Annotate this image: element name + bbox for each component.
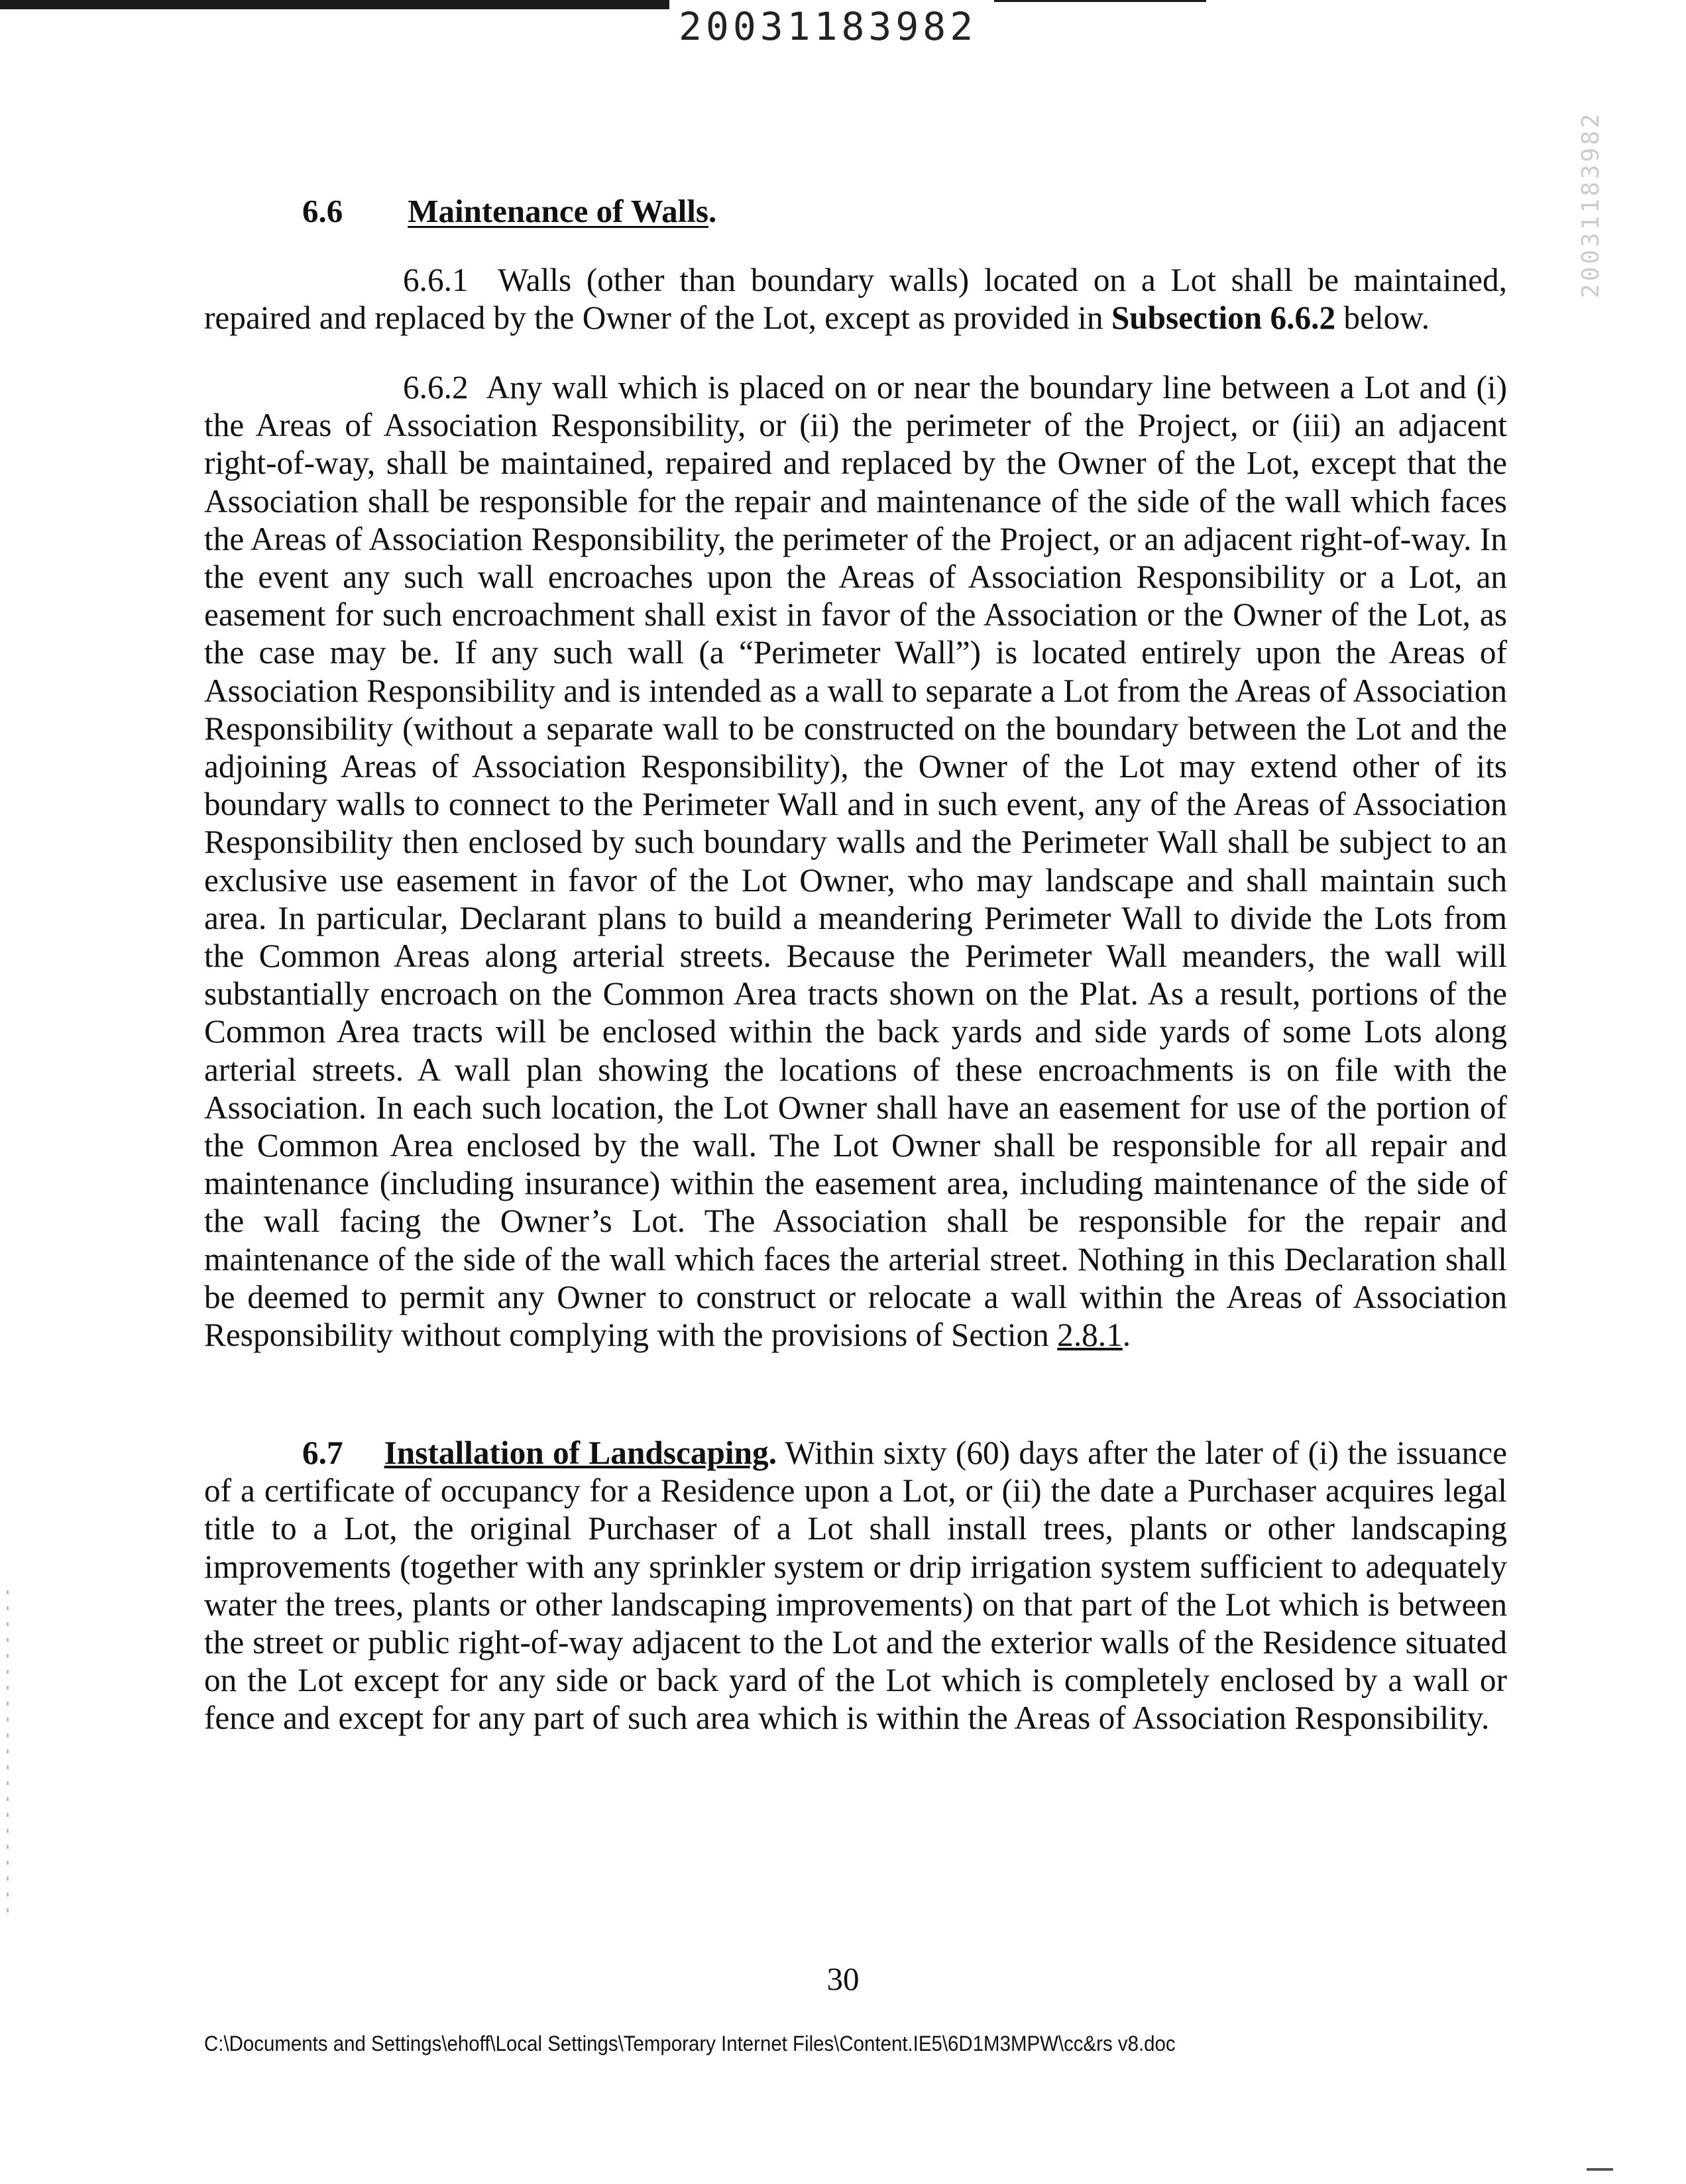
section-6-6-heading (302, 192, 716, 230)
paragraph-6-7 (204, 1434, 1507, 1737)
paragraph-text-end: below. (1335, 300, 1430, 337)
scan-edge-marks (7, 1590, 9, 1922)
section-title: Installation of Landscaping (384, 1435, 769, 1471)
section-number: 6.6 (302, 193, 343, 229)
file-path-footer: C:\Documents and Settings\ehoff\Local Settings\Temporary Internet Files\Content.IE5\6D1M3MPW\cc&rs v8.doc (204, 2032, 1176, 2055)
title-suffix: . (708, 193, 717, 229)
paragraph-number: 6.6.2 (403, 369, 469, 406)
subsection-reference: Subsection 6.6.2 (1111, 300, 1336, 337)
margin-stamp: 20031183982 (1577, 111, 1604, 298)
paragraph-text: Any wall which is placed on or near the boundary line between a Lot and (i) the Areas of Association Responsibility, or (ii) the perimeter of the Project, or (iii) an adjacent right-of-way, shall be maintained, repaired and replaced by the Owner of the Lot, except that the Association shall be responsible for the repair and maintenance of the side of the wall which faces the Areas of Association Responsibility, the perimeter of the Project, or an adjacent right-of-way. In the event any such wall encroaches upon the Areas of Association Responsibility or a Lot, an easement for such encroachment shall exist in favor of the Association or the Owner of the Lot, as the case may be. If any such wall (a “Perimeter Wall”) is located entirely upon the Areas of Association Responsibility and is intended as a wall to separate a Lot from the Areas of Association Responsibility (without a separate wall to be constructed on the boundary between the Lot and the adjoining Areas of Association Responsibility), the Owner of the Lot may extend other of its boundary walls to connect to the Perimeter Wall and in such event, any of the Areas of Association Responsibility then enclosed by such boundary walls and the Perimeter Wall shall be subject to an exclusive use easement in favor of the Lot Owner, who may landscape and shall maintain such area. In particular, Declarant plans to build a meandering Perimeter Wall to divide the Lots from the Common Areas along arterial streets. Because the Perimeter Wall meanders, the wall will substantially encroach on the Common Area tracts shown on the Plat. As a result, portions of the Common Area tracts will be enclosed within the back yards and side yards of some Lots along arterial streets. A wall plan showing the locations of these encroachments is on file with the Association. In each such location, the Lot Owner shall have an easement for use of the portion of the Common Area enclosed by the wall. The Lot Owner shall be responsible for all repair and maintenance (including insurance) within the easement area, including maintenance of the side of the wall facing the Owner’s Lot. The Association shall be responsible for the repair and maintenance of the side of the wall which faces the arterial street. Nothing in this Declaration shall be deemed to permit any Owner to construct or relocate a wall within the Areas of Association Responsibility without complying with the provisions of Section (204, 369, 1507, 1354)
document-id: 20031183982 (679, 4, 978, 49)
paragraph-6-6-1 (204, 261, 1507, 337)
section-number: 6.7 (302, 1435, 343, 1471)
top-scan-rule (0, 0, 669, 9)
page-number: 30 (826, 1961, 860, 1997)
section-title: Maintenance of Walls (408, 193, 708, 229)
title-suffix: . (768, 1435, 777, 1471)
paragraph-text-end: . (1122, 1317, 1131, 1354)
corner-mark (1587, 2168, 1613, 2171)
paragraph-number: 6.6.1 (403, 262, 469, 298)
paragraph-6-6-2 (204, 368, 1507, 1354)
section-link[interactable]: 2.8.1 (1057, 1317, 1123, 1354)
top-scan-rule-right (994, 0, 1206, 2)
paragraph-text: Walls (other than boundary walls) located on a Lot shall be maintained, repaired and replaced by the Owner of the Lot, except as provided in (204, 262, 1507, 337)
paragraph-text: Within sixty (60) days after the later of (i) the issuance of a certificate of occupancy for a Residence upon a Lot, or (ii) the date a Purchaser acquires legal title to a Lot, the original Purchaser of a Lot shall install trees, plants or other landscaping improvements (together with any sprinkler system or drip irrigation system sufficient to adequately water the trees, plants or other landscaping improvements) on that part of the Lot which is between the street or public right-of-way adjacent to the Lot and the exterior walls of the Residence situated on the Lot except for any side or back yard of the Lot which is completely enclosed by a wall or fence and except for any part of such area which is within the Areas of Association Responsibility. (204, 1435, 1507, 1737)
